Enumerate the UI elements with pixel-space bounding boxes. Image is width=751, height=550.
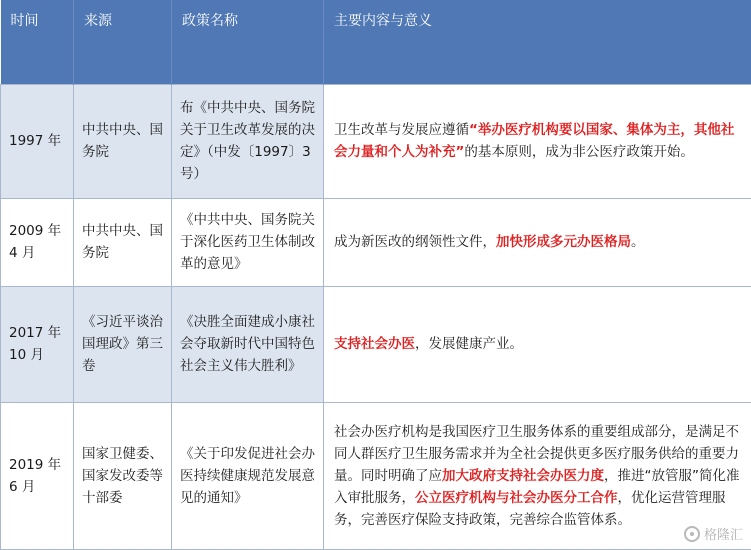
cell-policy: 《中共中央、国务院关于深化医药卫生体制改革的意见》 xyxy=(172,198,324,286)
table-row xyxy=(1,286,751,402)
content-text: ，优化运营管理服务，完善医疗保险支持政策，完善综合监管体系。 xyxy=(334,490,726,528)
watermark xyxy=(684,524,743,543)
content-text: ，发展健康产业。 xyxy=(415,336,523,352)
content-text: 。 xyxy=(631,234,645,250)
cell-content xyxy=(324,286,751,402)
cell-policy: 《决胜全面建成小康社会夺取新时代中国特色社会主义伟大胜利》 xyxy=(172,286,324,402)
header-policy: 政策名称 xyxy=(172,0,324,84)
header-content: 主要内容与意义 xyxy=(324,0,751,84)
cell-source: 国家卫健委、国家发改委等十部委 xyxy=(74,402,172,549)
header-source: 来源 xyxy=(74,0,172,84)
header-row xyxy=(1,0,751,84)
content-text: 的基本原则，成为非公医疗政策开始。 xyxy=(464,144,694,160)
gelonghui-logo-icon xyxy=(684,526,700,542)
cell-time: 2019 年 6 月 xyxy=(1,402,74,549)
content-highlight: 加快形成多元办医格局 xyxy=(496,234,631,250)
table-row xyxy=(1,198,751,286)
cell-source: 中共中央、国务院 xyxy=(74,84,172,198)
table-row xyxy=(1,402,751,549)
content-text: ，推进“放管服”简化准入审批服务， xyxy=(334,468,740,506)
cell-time: 2009 年 4 月 xyxy=(1,198,74,286)
header-time: 时间 xyxy=(1,0,74,84)
cell-policy: 布《中共中央、国务院关于卫生改革发展的决定》（中发〔1997〕3 号） xyxy=(172,84,324,198)
content-text: 卫生改革与发展应遵循 xyxy=(334,122,469,138)
cell-content xyxy=(324,84,751,198)
cell-content xyxy=(324,198,751,286)
content-highlight: 加大政府支持社会办医力度 xyxy=(442,468,604,484)
content-highlight: 公立医疗机构与社会办医分工合作 xyxy=(415,490,618,506)
cell-policy: 《关于印发促进社会办医持续健康规范发展意见的通知》 xyxy=(172,402,324,549)
content-text: 社会办医疗机构是我国医疗卫生服务体系的重要组成部分，是满足不同人群医疗卫生服务需求并为全社会提供更多医疗服务供给的重要力量。同时明确了应 xyxy=(334,424,739,484)
content-text: 成为新医改的纲领性文件， xyxy=(334,234,496,250)
cell-time: 2017 年 10 月 xyxy=(1,286,74,402)
cell-time: 1997 年 xyxy=(1,84,74,198)
content-highlight: 支持社会办医 xyxy=(334,336,415,352)
watermark-text: 格隆汇 xyxy=(704,524,743,543)
table-row xyxy=(1,84,751,198)
content-highlight: “举办医疗机构要以国家、集体为主，其他社会力量和个人为补充” xyxy=(334,122,734,160)
cell-source: 中共中央、国务院 xyxy=(74,198,172,286)
cell-source: 《习近平谈治国理政》第三卷 xyxy=(74,286,172,402)
